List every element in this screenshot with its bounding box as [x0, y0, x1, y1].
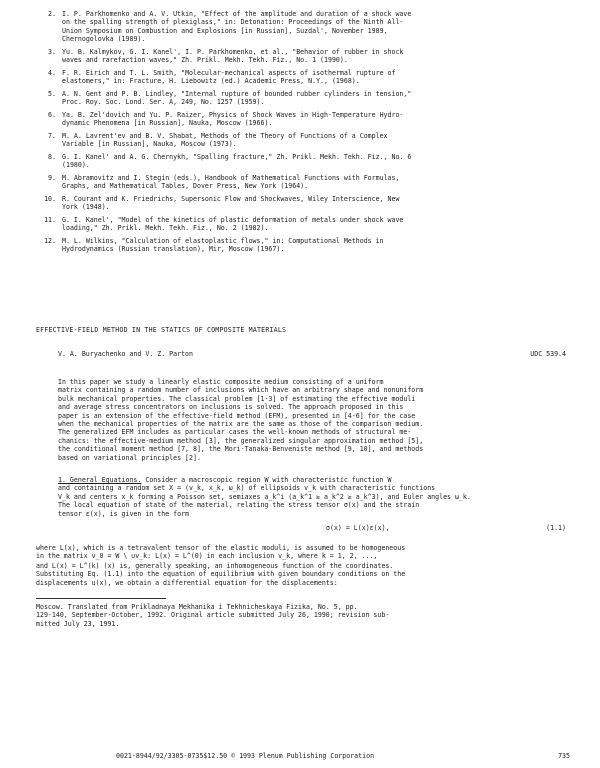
footnote-rule: [36, 598, 166, 599]
reference-item: [36, 216, 566, 233]
reference-text: Ya. B. Zel'dovich and Yu. P. Raizer, Physics of Shock Waves in High-Temperature Hydro- dynamic Phenomena [in Russian], Nauka, Moscow (1966).: [62, 110, 404, 128]
equation-1-1: σ(x) = L(x)ε(x),: [326, 524, 390, 532]
section-heading: 1. General Equations.: [58, 476, 142, 484]
reference-number: 7.: [48, 131, 56, 140]
footer-copyright: 0021-8944/92/3305-0735$12.50 © 1993 Plenum Publishing Corporation: [116, 752, 375, 760]
reference-item: [36, 48, 566, 65]
article-authors: V. A. Buryachenko and V. Z. Parton: [58, 350, 193, 358]
reference-text: M. Abramovitz and I. Stegin (eds.), Handbook of Mathematical Functions with Formulas, Graphs, and Mathematical Tables, Dover Press, New York (1964).: [62, 173, 400, 191]
reference-item: [36, 237, 566, 254]
reference-item: [36, 90, 566, 107]
equation-number: (1.1): [546, 524, 566, 532]
section-text: Consider a macroscopic region W with characteristic function W and containing a random set X = (v_k, x_k, ω_k) of ellipsoids v_k with characteristic functions V_k and centers x_k forming a Poisson set, semiaxes a_k^i (a_k^1 ≥ a_k^2 ≥ a_k^3), and Euler angles ω_k. The local equation of state of the material, relating the stress tensor σ(x) and the strain tensor ε(x), is given in the form: [58, 476, 471, 518]
section-general-equations: [58, 476, 566, 518]
footnote: Moscow. Translated from Prikladnaya Mekhanika i Tekhnicheskaya Fizika, No. 5, pp. 129-140, September-October, 1992. Original article submitted July 26, 1990; revision sub- mitted July 23, 1991.: [36, 603, 390, 628]
reference-text: M. A. Lavrent'ev and B. V. Shabat, Methods of the Theory of Functions of a Complex Variable [in Russian], Nauka, Moscow (1973).: [62, 131, 388, 149]
reference-item: [36, 111, 566, 128]
reference-item: [36, 153, 566, 170]
reference-text: Yu. B. Kalmykov, G. I. Kanel', I. P. Parkhomenko, et al., "Behavior of rubber in shock waves and rarefaction waves," Zh. Prikl. Mekh. Tekh. Fiz., No. 1 (1990).: [62, 47, 404, 65]
reference-number: 5.: [48, 89, 56, 98]
reference-number: 9.: [48, 173, 56, 182]
reference-item: [36, 69, 566, 86]
reference-text: G. I. Kanel' and A. G. Chernykh, "Spalling fracture," Zh. Prikl. Mekh. Tekh. Fiz., No. 6 (1980).: [62, 152, 412, 170]
reference-text: F. R. Eirich and T. L. Smith, "Molecular-mechanical aspects of isothermal rupture of elastomers," in: Fracture, H. Liebowitz (ed.) Academic Press, N.Y., (1968).: [62, 68, 396, 86]
page-number: 735: [558, 752, 570, 760]
reference-list: [36, 10, 566, 258]
reference-text: A. N. Gent and P. B. Lindley, "Internal rupture of bounded rubber cylinders in tension," Proc. Roy. Soc. Lond. Ser. A, 249, No. 1257 (1959).: [62, 89, 412, 107]
article-title: EFFECTIVE-FIELD METHOD IN THE STATICS OF COMPOSITE MATERIALS: [36, 326, 287, 334]
reference-number: 6.: [48, 110, 56, 119]
reference-number: 4.: [48, 68, 56, 77]
reference-text: R. Courant and K. Friedrichs, Supersonic Flow and Shockwaves, Wiley Interscience, New York (1948).: [62, 194, 400, 212]
reference-number: 3.: [48, 47, 56, 56]
reference-number: 2.: [48, 10, 56, 18]
reference-item: [36, 10, 566, 44]
reference-item: [36, 195, 566, 212]
reference-item: [36, 132, 566, 149]
text-after-equation: where L(x), which is a tetravalent tensor of the elastic moduli, is assumed to be homogeneous in the matrix v_0 = W \ ∪v_k: L(x) = L^(0) in each inclusion v_k, where k = 1, 2, ...,: [36, 544, 406, 561]
reference-number: 11.: [44, 215, 56, 224]
reference-text: M. L. Wilkins, "Calculation of elastoplastic flows," in: Computational Methods in Hydrodynamics (Russian translation), Mir, Moscow (1967).: [62, 236, 384, 254]
udc-code: UDC 539.4: [530, 350, 566, 358]
reference-number: 8.: [48, 152, 56, 161]
reference-item: [36, 174, 566, 191]
intro-paragraph: In this paper we study a linearly elastic composite medium consisting of a uniform matrix containing a random number of inclusions which have an arbitrary shape and nonuniform bulk mechanical properties. The classical problem [1-3] of estimating the effective moduli and average stress concentrators on inclusions is solved. The approach proposed in this paper is an extension of the effective-field method (EFM), presented in [4-6] for the case when the mechanical properties of the matrix are the same as those of the comparison medium. The generalized EFM includes as particular cases the well-known methods of structural me- chanics: the effective-medium method [3], the generalized singular approximation method [5], the conditional moment method [7, 8], the Mori-Tanaka-Benveniste method [9, 10], and methods based on variational principles [2].: [58, 378, 424, 462]
reference-text: I. P. Parkhomenko and A. V. Utkin, "Effect of the amplitude and duration of a shock wave on the spalling strength of plexiglass," in: Detonation: Proceedings of the Ninth All- Union Symposium on Combustion and Explosions [in Russian], Suzdal', November 1989, Chernogolovka (1989).: [62, 10, 412, 44]
text-final-paragraph: and L(x) = L^(k) (x) is, generally speaking, an inhomogeneous function of the coordinates. Substituting Eq. (1.1) into the equation of equilibrium with given boundary conditions on the displacements u(x), we obtain a differential equation for the displacements:: [36, 562, 406, 587]
reference-text: G. I. Kanel', "Model of the kinetics of plastic deformation of metals under shock wave loading," Zh. Prikl. Mekh. Tekh. Fiz., No. 2 (1982).: [62, 215, 404, 233]
reference-number: 10.: [44, 194, 56, 203]
reference-number: 12.: [44, 236, 56, 245]
